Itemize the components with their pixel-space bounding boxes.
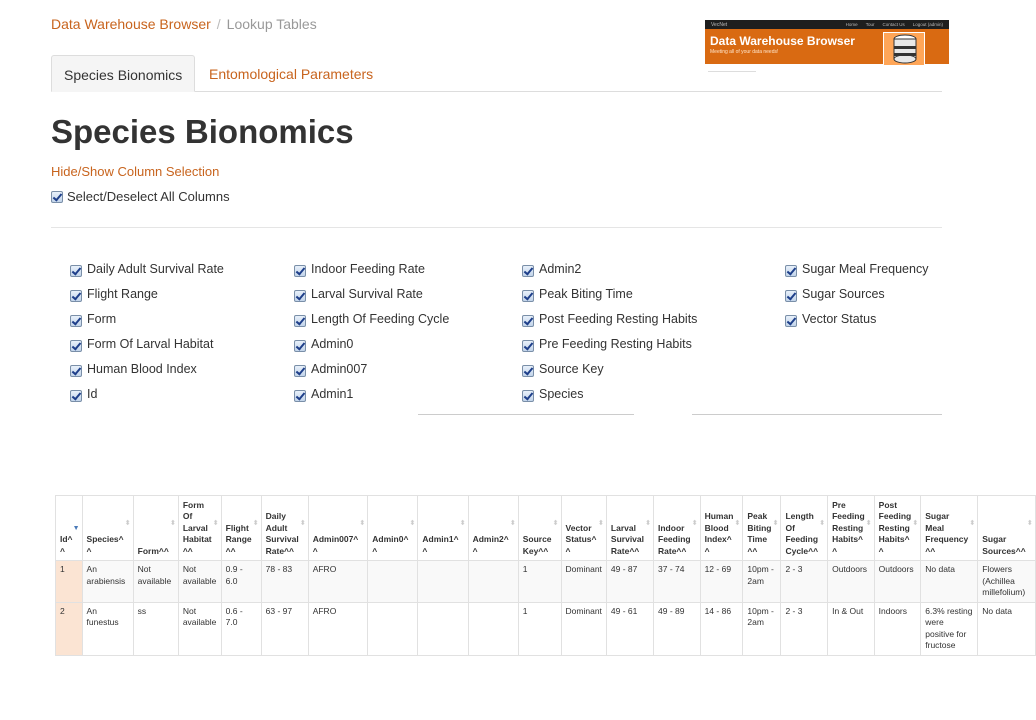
breadcrumb [51, 16, 317, 32]
column-header[interactable] [743, 496, 781, 561]
column-option[interactable] [70, 331, 224, 356]
column-option[interactable] [70, 306, 224, 331]
tab-bar [51, 55, 942, 92]
divider [418, 414, 634, 415]
column-option[interactable] [522, 306, 697, 331]
column-header[interactable] [468, 496, 518, 561]
column-header[interactable] [308, 496, 368, 561]
column-header[interactable] [82, 496, 133, 561]
table-cell: 63 - 97 [261, 602, 308, 655]
select-all-columns[interactable] [51, 189, 230, 204]
table-cell: No data [978, 602, 1035, 655]
column-header[interactable] [781, 496, 828, 561]
table-cell: 49 - 61 [606, 602, 653, 655]
breadcrumb-separator: / [216, 16, 221, 32]
column-header[interactable] [828, 496, 875, 561]
column-option-label: Admin0 [311, 336, 354, 351]
column-header-label: Sugar Sources^^ [982, 534, 1026, 556]
table-cell: AFRO [308, 602, 368, 655]
banner-brand: VecNet [711, 21, 728, 28]
table-cell: Dominant [561, 561, 606, 603]
table-cell [468, 602, 518, 655]
sort-icon: ▼ [72, 525, 80, 532]
column-option[interactable] [522, 381, 697, 406]
column-header-label: Admin2^ ^ [472, 534, 509, 556]
sort-icon: ⬍ [459, 520, 466, 527]
checkbox[interactable] [294, 315, 306, 327]
checkbox[interactable] [70, 340, 82, 352]
table-cell [418, 602, 468, 655]
column-header-label: Post Feeding Resting Habits^ ^ [878, 499, 912, 556]
column-option-label: Form Of Larval Habitat [87, 336, 214, 351]
column-option-label: Vector Status [802, 311, 877, 326]
column-option-label: Admin2 [539, 261, 582, 276]
column-header-label: Daily Adult Survival Rate^^ [265, 511, 299, 556]
column-header-label: Indoor Feeding Rate^^ [658, 522, 691, 556]
column-header-label: Form^^ [137, 545, 169, 556]
sort-icon: ⬍ [552, 520, 559, 527]
checkbox[interactable] [70, 390, 82, 402]
column-option[interactable] [522, 256, 697, 281]
table-cell: 49 - 87 [606, 561, 653, 603]
banner-link-home[interactable]: Home [845, 22, 858, 27]
column-header-label: Form Of Larval Habitat ^^ [182, 499, 212, 556]
column-option-label: Larval Survival Rate [311, 286, 423, 301]
checkbox[interactable] [70, 315, 82, 327]
checkbox[interactable] [785, 265, 797, 277]
breadcrumb-current: Lookup Tables [226, 16, 317, 32]
sort-icon: ⬍ [912, 520, 919, 527]
column-header-label: Larval Survival Rate^^ [610, 522, 644, 556]
column-header-label: Admin1^ ^ [422, 534, 459, 556]
tab-entomological-parameters[interactable]: Entomological Parameters [209, 66, 374, 82]
column-header[interactable] [561, 496, 606, 561]
sort-icon: ⬍ [645, 520, 651, 527]
column-option-label: Pre Feeding Resting Habits [539, 336, 692, 351]
checkbox[interactable] [294, 265, 306, 277]
column-header-label: Admin007^ ^ [312, 534, 359, 556]
checkbox[interactable] [294, 340, 306, 352]
table-cell: An funestus [82, 602, 133, 655]
table-cell: 0.9 - 6.0 [221, 561, 261, 603]
banner-link-contact[interactable]: Contact Us [882, 22, 905, 27]
table-cell: 10pm - 2am [743, 602, 781, 655]
column-header[interactable] [874, 496, 921, 561]
column-header-label: Sugar Meal Frequency ^^ [925, 511, 969, 556]
table-cell [368, 602, 418, 655]
table-cell: No data [921, 561, 978, 603]
column-header[interactable] [56, 496, 83, 561]
column-option[interactable] [294, 306, 449, 331]
column-option[interactable] [294, 331, 449, 356]
table-cell: Not available [178, 561, 221, 603]
column-option[interactable] [70, 256, 224, 281]
bionomics-table [55, 495, 1036, 656]
table-cell: Dominant [561, 602, 606, 655]
column-header-label: Length Of Feeding Cycle^^ [785, 511, 819, 556]
sort-icon: ⬍ [598, 520, 604, 527]
column-option[interactable] [522, 281, 697, 306]
column-group-1 [70, 256, 224, 406]
column-option-label: Species [539, 386, 584, 401]
divider [51, 227, 942, 228]
banner-topbar [705, 20, 949, 29]
column-header[interactable] [221, 496, 261, 561]
banner-link-logout[interactable]: Logout (admin) [912, 22, 943, 27]
checkbox[interactable] [522, 290, 534, 302]
column-header[interactable] [133, 496, 178, 561]
table-cell: 49 - 89 [654, 602, 701, 655]
column-option-label: Peak Biting Time [539, 286, 633, 301]
column-group-4 [785, 256, 928, 331]
checkbox[interactable] [785, 315, 797, 327]
table-header-row [56, 496, 1036, 561]
sort-icon: ⬍ [772, 520, 779, 527]
table-cell: 1 [56, 561, 83, 603]
column-option[interactable] [522, 331, 697, 356]
table-cell: ss [133, 602, 178, 655]
checkbox[interactable] [294, 290, 306, 302]
column-header[interactable] [654, 496, 701, 561]
column-header-label: Admin0^ ^ [372, 534, 409, 556]
toggle-column-selection-link[interactable]: Hide/Show Column Selection [51, 164, 220, 179]
sort-icon: ⬍ [509, 520, 516, 527]
banner-links [846, 22, 943, 27]
column-header[interactable] [178, 496, 221, 561]
table-cell [418, 561, 468, 603]
breadcrumb-home-link[interactable]: Data Warehouse Browser [51, 16, 211, 32]
sort-icon: ⬍ [691, 520, 698, 527]
column-option[interactable] [294, 381, 449, 406]
table-cell: Outdoors [874, 561, 921, 603]
select-all-checkbox[interactable] [51, 191, 63, 203]
column-header[interactable] [418, 496, 468, 561]
table-cell: 78 - 83 [261, 561, 308, 603]
select-all-label: Select/Deselect All Columns [67, 189, 230, 204]
sort-icon: ⬍ [212, 520, 219, 527]
table-cell: Not available [178, 602, 221, 655]
column-option[interactable] [785, 256, 928, 281]
sort-icon: ⬍ [819, 520, 826, 527]
banner-title: Data Warehouse Browser [710, 34, 855, 48]
column-option[interactable] [785, 306, 928, 331]
column-option-label: Id [87, 386, 98, 401]
sort-icon: ⬍ [734, 520, 741, 527]
column-header-label: Id^ ^ [60, 534, 73, 556]
sort-icon: ⬍ [169, 520, 176, 527]
checkbox[interactable] [70, 290, 82, 302]
column-header-label: Species^ ^ [86, 534, 124, 556]
table-cell: 2 - 3 [781, 602, 828, 655]
table-cell: Flowers (Achillea millefolium) [978, 561, 1035, 603]
column-header-label: Source Key^^ [522, 534, 552, 556]
banner-subtitle: Meeting all of your data needs! [710, 49, 779, 55]
column-option[interactable] [70, 381, 224, 406]
column-option-label: Source Key [539, 361, 604, 376]
column-option-label: Post Feeding Resting Habits [539, 311, 698, 326]
column-option-label: Sugar Meal Frequency [802, 261, 929, 276]
table-cell: 10pm - 2am [743, 561, 781, 603]
table-cell: Outdoors [828, 561, 875, 603]
table-cell: Not available [133, 561, 178, 603]
checkbox[interactable] [70, 265, 82, 277]
column-option[interactable] [785, 281, 928, 306]
table-cell: 1 [518, 602, 561, 655]
column-option[interactable] [294, 256, 449, 281]
table-cell: AFRO [308, 561, 368, 603]
sort-icon: ⬍ [865, 520, 872, 527]
column-group-2 [294, 256, 449, 406]
checkbox[interactable] [522, 315, 534, 327]
table-row[interactable] [56, 561, 1036, 603]
column-header-label: Human Blood Index^ ^ [704, 511, 734, 556]
tab-species-bionomics[interactable]: Species Bionomics [51, 55, 195, 92]
column-header-label: Flight Range ^^ [225, 522, 252, 556]
checkbox[interactable] [294, 390, 306, 402]
column-group-3 [522, 256, 697, 406]
divider [692, 414, 942, 415]
banner-link-tour[interactable]: Tour [865, 22, 875, 27]
table-cell: 12 - 69 [700, 561, 743, 603]
column-header[interactable] [978, 496, 1035, 561]
column-header-label: Vector Status^ ^ [565, 522, 597, 556]
column-option-label: Human Blood Index [87, 361, 197, 376]
checkbox[interactable] [70, 365, 82, 377]
sort-icon: ⬍ [359, 520, 366, 527]
column-header[interactable] [700, 496, 743, 561]
column-option[interactable] [70, 356, 224, 381]
table-cell: 14 - 86 [700, 602, 743, 655]
column-header[interactable] [921, 496, 978, 561]
column-option-label: Form [87, 311, 117, 326]
checkbox[interactable] [522, 340, 534, 352]
column-option-label: Sugar Sources [802, 286, 885, 301]
table-cell [468, 561, 518, 603]
table-cell: 2 [56, 602, 83, 655]
table-cell: 1 [518, 561, 561, 603]
column-option-label: Daily Adult Survival Rate [87, 261, 224, 276]
column-header[interactable] [518, 496, 561, 561]
table-cell: 0.6 - 7.0 [221, 602, 261, 655]
column-header[interactable] [261, 496, 308, 561]
table-cell: In & Out [828, 602, 875, 655]
column-option-label: Indoor Feeding Rate [311, 261, 425, 276]
checkbox[interactable] [522, 365, 534, 377]
column-option[interactable] [522, 356, 697, 381]
column-header-label: Peak Biting Time ^^ [747, 511, 772, 556]
table-cell: Indoors [874, 602, 921, 655]
column-header[interactable] [606, 496, 653, 561]
table-cell: 2 - 3 [781, 561, 828, 603]
column-option-label: Admin007 [311, 361, 368, 376]
column-header-label: Pre Feeding Resting Habits^ ^ [832, 499, 865, 556]
bionomics-table-container [55, 495, 1033, 665]
table-cell [368, 561, 418, 603]
checkbox[interactable] [522, 390, 534, 402]
column-header[interactable] [368, 496, 418, 561]
column-option-label: Length Of Feeding Cycle [311, 311, 450, 326]
sort-icon: ⬍ [299, 520, 306, 527]
page-title: Species Bionomics [51, 113, 354, 150]
column-option[interactable] [294, 356, 449, 381]
checkbox[interactable] [294, 365, 306, 377]
column-option-label: Admin1 [311, 386, 354, 401]
table-cell: 37 - 74 [654, 561, 701, 603]
table-row[interactable] [56, 602, 1036, 655]
sort-icon: ⬍ [124, 520, 131, 527]
checkbox[interactable] [522, 265, 534, 277]
column-option[interactable] [294, 281, 449, 306]
checkbox[interactable] [785, 290, 797, 302]
table-cell: An arabiensis [82, 561, 133, 603]
sort-icon: ⬍ [969, 520, 976, 527]
sort-icon: ⬍ [409, 520, 416, 527]
sort-icon: ⬍ [1026, 520, 1033, 527]
column-option-label: Flight Range [87, 286, 158, 301]
sort-icon: ⬍ [252, 520, 259, 527]
column-option[interactable] [70, 281, 224, 306]
table-cell: 6.3% resting were positive for fructose [921, 602, 978, 655]
